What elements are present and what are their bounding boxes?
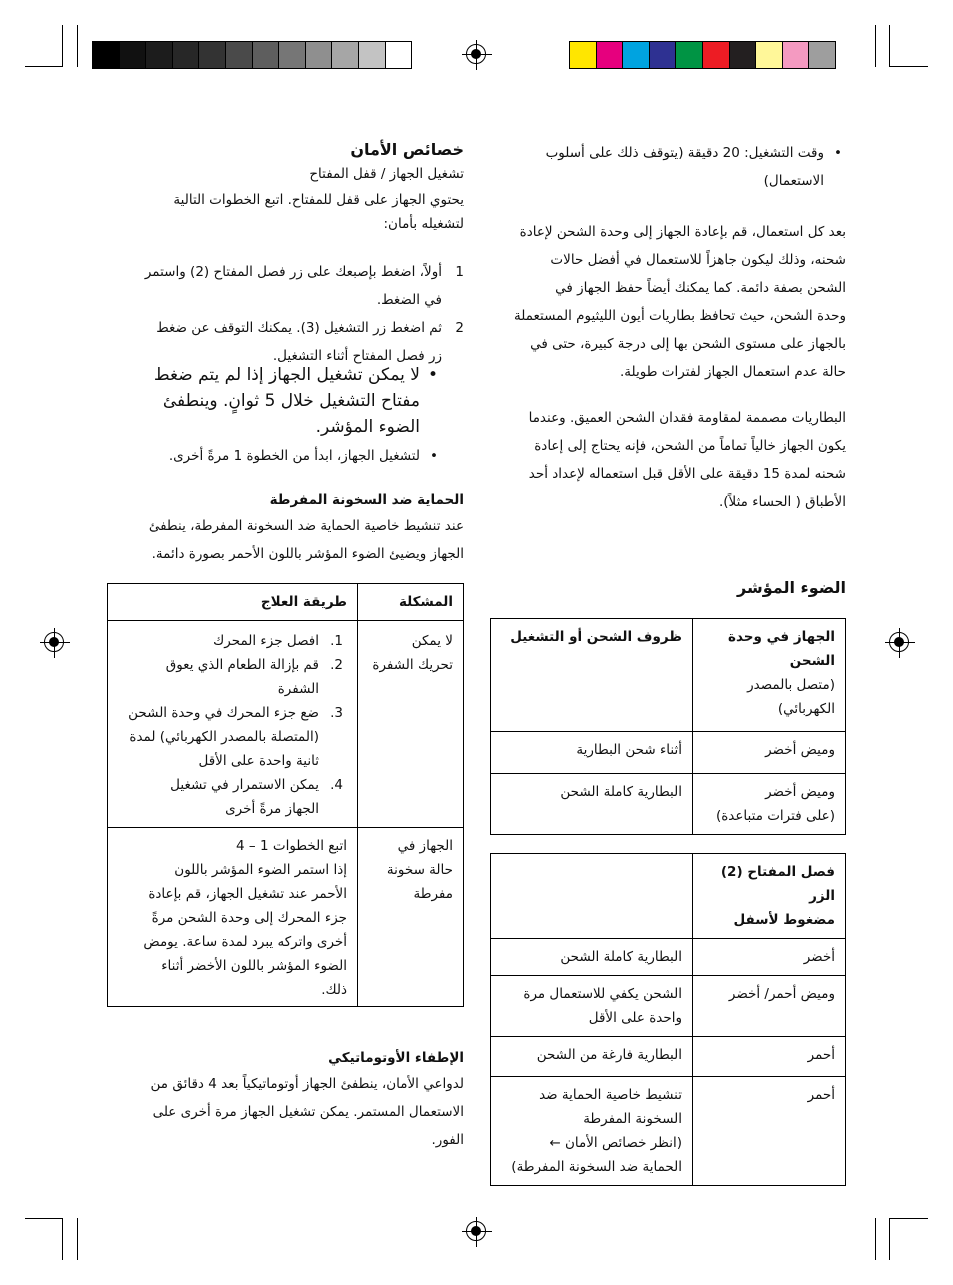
indicator-cell: وميض أخضر (على فترات متباعدة) [693, 774, 846, 835]
registration-mark-icon [466, 1221, 486, 1241]
color-swatch [332, 42, 359, 68]
crop-mark [875, 25, 876, 67]
step-text: زر فصل المفتاح أثناء التشغيل. [272, 348, 442, 364]
bullet-text: لا يمكن تشغيل الجهاز إذا لم يتم ضغط [153, 365, 420, 385]
troubleshooting-table [107, 583, 464, 1007]
remedy-step: 1. افصل جزء المحرك [213, 633, 343, 649]
indicator-cell: أحمر [693, 1077, 846, 1186]
indicator-cell: وميض أحمر/ أخضر [693, 976, 846, 1037]
switch-header: فصل المفتاح (2) الزر مضغوط لأسفل [693, 854, 846, 939]
small-bullet [108, 442, 442, 470]
crop-mark [77, 25, 78, 67]
step-text: ثم اضغط زر التشغيل (3). يمكنك التوقف عن ضغط [156, 320, 442, 336]
condition-cell: البطارية كاملة الشحن [491, 774, 693, 835]
remedy-cell: اتبع الخطوات 1 – 4 إذا استمر الضوء المؤشر باللون الأحمر عند تشغيل الجهاز، قم بإعادة جزء المحرك إلى وحدة الشحن مرةً أخرى واتركه يبرد لمدة ساعة. يومض الضوء المؤشر باللون الأخضر أثناء ذلك. [108, 828, 358, 1007]
step-item [108, 258, 464, 314]
color-swatch [199, 42, 226, 68]
color-swatch [253, 42, 280, 68]
left-column [108, 138, 464, 234]
overheat-section [108, 488, 464, 568]
condition-cell: الشحن يكفي للاستعمال مرة واحدة على الأقل [491, 976, 693, 1037]
overheat-text: الجهاز ويضيئ الضوء المؤشر باللون الأحمر بصورة دائمة. [151, 546, 464, 562]
crop-mark [875, 1218, 876, 1260]
runtime-bullet: • وقت التشغيل: 20 دقيقة (يتوقف ذلك على أسلوب الاستعمال) [530, 139, 846, 195]
indicator-title: الضوء المؤشر [737, 578, 846, 597]
problem-cell: لا يمكن تحريك الشفرة [358, 621, 464, 828]
color-swatch [226, 42, 253, 68]
bullet-text: مفتاح التشغيل خلال 5 ثوانٍ. وينطفئ [162, 391, 420, 411]
bullet-icon: • [430, 448, 438, 464]
condition-cell: البطارية فارغة من الشحن [491, 1037, 693, 1077]
registration-mark-icon [44, 632, 64, 652]
indicator-cell: وميض أخضر [693, 732, 846, 774]
remedy-cell [108, 621, 358, 828]
registration-mark-icon [466, 44, 486, 64]
switch-indicator-table [490, 853, 846, 1186]
intro-line: لتشغيله بأمان: [383, 216, 464, 232]
step-number: 1 [455, 264, 464, 280]
color-swatch [756, 42, 783, 68]
bullet-text: الضوء المؤشر. [315, 417, 420, 437]
color-swatch [173, 42, 200, 68]
crop-mark [25, 66, 63, 67]
condition-cell: أثناء شحن البطارية [491, 732, 693, 774]
crop-mark [890, 1218, 928, 1219]
charging-indicator-table [490, 618, 846, 835]
color-swatch [597, 42, 624, 68]
remedy-step: 4. يمكن الاستمرار في تشغيل الجهاز مرةً أخرى [170, 777, 343, 817]
color-swatch [730, 42, 757, 68]
step-text: في الضغط. [376, 292, 442, 308]
color-swatch [623, 42, 650, 68]
color-swatch [809, 42, 835, 68]
grayscale-color-bar [92, 41, 412, 69]
remedy-step: 3. ضع جزء المحرك في وحدة الشحن (المتصلة بالمصدر الكهربائي) لمدة ثانية واحدة على الأقل [128, 705, 343, 769]
crop-mark [889, 25, 890, 67]
color-swatch [703, 42, 730, 68]
overheat-text: عند تنشيط خاصية الحماية ضد السخونة المفرطة، ينطفئ [148, 518, 464, 534]
color-swatch [650, 42, 677, 68]
battery-paragraph: البطاريات مصممة لمقاومة فقدان الشحن العميق. وعندما يكون الجهاز خالياً تماماً من الشحن، فإنه يحتاج إلى إعادة شحنه لمدة 15 دقيقة على الأقل قبل استعماله لإعداد أحد الأطباق ( الحساء مثلاً). [528, 410, 846, 510]
crop-mark [77, 1218, 78, 1260]
crop-mark [890, 66, 928, 67]
color-swatch [676, 42, 703, 68]
color-swatch [386, 42, 412, 68]
color-swatch [359, 42, 386, 68]
remedy-step: 2. قم بإزالة الطعام الذي يعوق الشفرة [165, 657, 343, 697]
overheat-title: الحماية ضد السخونة المفرطة [269, 492, 464, 508]
safety-title: خصائص الأمان [350, 140, 464, 159]
auto-off-title: الإطفاء الأوتوماتيكي [328, 1050, 464, 1066]
color-swatch [120, 42, 147, 68]
unit-header: الجهاز في وحدة الشحن (متصل بالمصدر الكهربائي) [693, 619, 846, 732]
process-color-bar [569, 41, 836, 69]
intro-line: يحتوي الجهاز على قفل للمفتاح. اتبع الخطوات التالية [173, 192, 464, 208]
step-text: أولاً، اضغط بإصبعك على زر فصل المفتاح (2) واستمر [144, 264, 442, 280]
crop-mark [62, 25, 63, 67]
color-swatch [306, 42, 333, 68]
condition-cell: تنشيط خاصية الحماية ضد السخونة المفرطة (انظر خصائص الأمان ← الحماية ضد السخونة المفرطة) [491, 1077, 693, 1186]
blank-header [491, 854, 693, 939]
indicator-cell: أخضر [693, 939, 846, 976]
registration-mark-icon [889, 632, 909, 652]
bullet-icon: • [427, 365, 438, 385]
bullet-text: لتشغيل الجهاز، ابدأ من الخطوة 1 مرةً أخرى. [168, 448, 420, 464]
color-swatch [279, 42, 306, 68]
problem-cell: الجهاز في حالة سخونة مفرطة [358, 828, 464, 1007]
step-number: 2 [455, 320, 464, 336]
indicator-cell: أحمر [693, 1037, 846, 1077]
condition-header: ظروف الشحن أو التشغيل [491, 619, 693, 732]
color-swatch [93, 42, 120, 68]
color-swatch [570, 42, 597, 68]
charging-paragraph: بعد كل استعمال، قم بإعادة الجهاز إلى وحدة الشحن لإعادة شحنه، وذلك ليكون جاهزاً للاستعمال في أفضل حالات الشحن بصفة دائمة. كما يمكنك أيضاً حفظ الجهاز في وحدة الشحن، حيث تحافظ بطاريات أيون الليثيوم المستعملة بالجهاز على مستوى الشحن بها إلى درجة كبيرة، حتى في حالة عدم استعمال الجهاز لفترات طويلة. [514, 224, 846, 380]
crop-mark [889, 1218, 890, 1260]
color-swatch [146, 42, 173, 68]
problem-header: المشكلة [358, 584, 464, 621]
remedy-header: طريقة العلاج [108, 584, 358, 621]
condition-cell: البطارية كاملة الشحن [491, 939, 693, 976]
switch-subtitle: تشغيل الجهاز / قفل المفتاح [309, 166, 464, 182]
big-bullet [108, 362, 442, 440]
bullet-icon: • [834, 145, 842, 161]
crop-mark [25, 1218, 63, 1219]
color-swatch [783, 42, 810, 68]
crop-mark [62, 1218, 63, 1260]
auto-off-section: الإطفاء الأوتوماتيكي لدواعي الأمان، ينطفئ الجهاز أوتوماتيكياً بعد 4 دقائق من الاستعمال المستمر. يمكن تشغيل الجهاز مرة أخرى على الفور. [108, 1046, 464, 1154]
steps-list [108, 258, 464, 370]
